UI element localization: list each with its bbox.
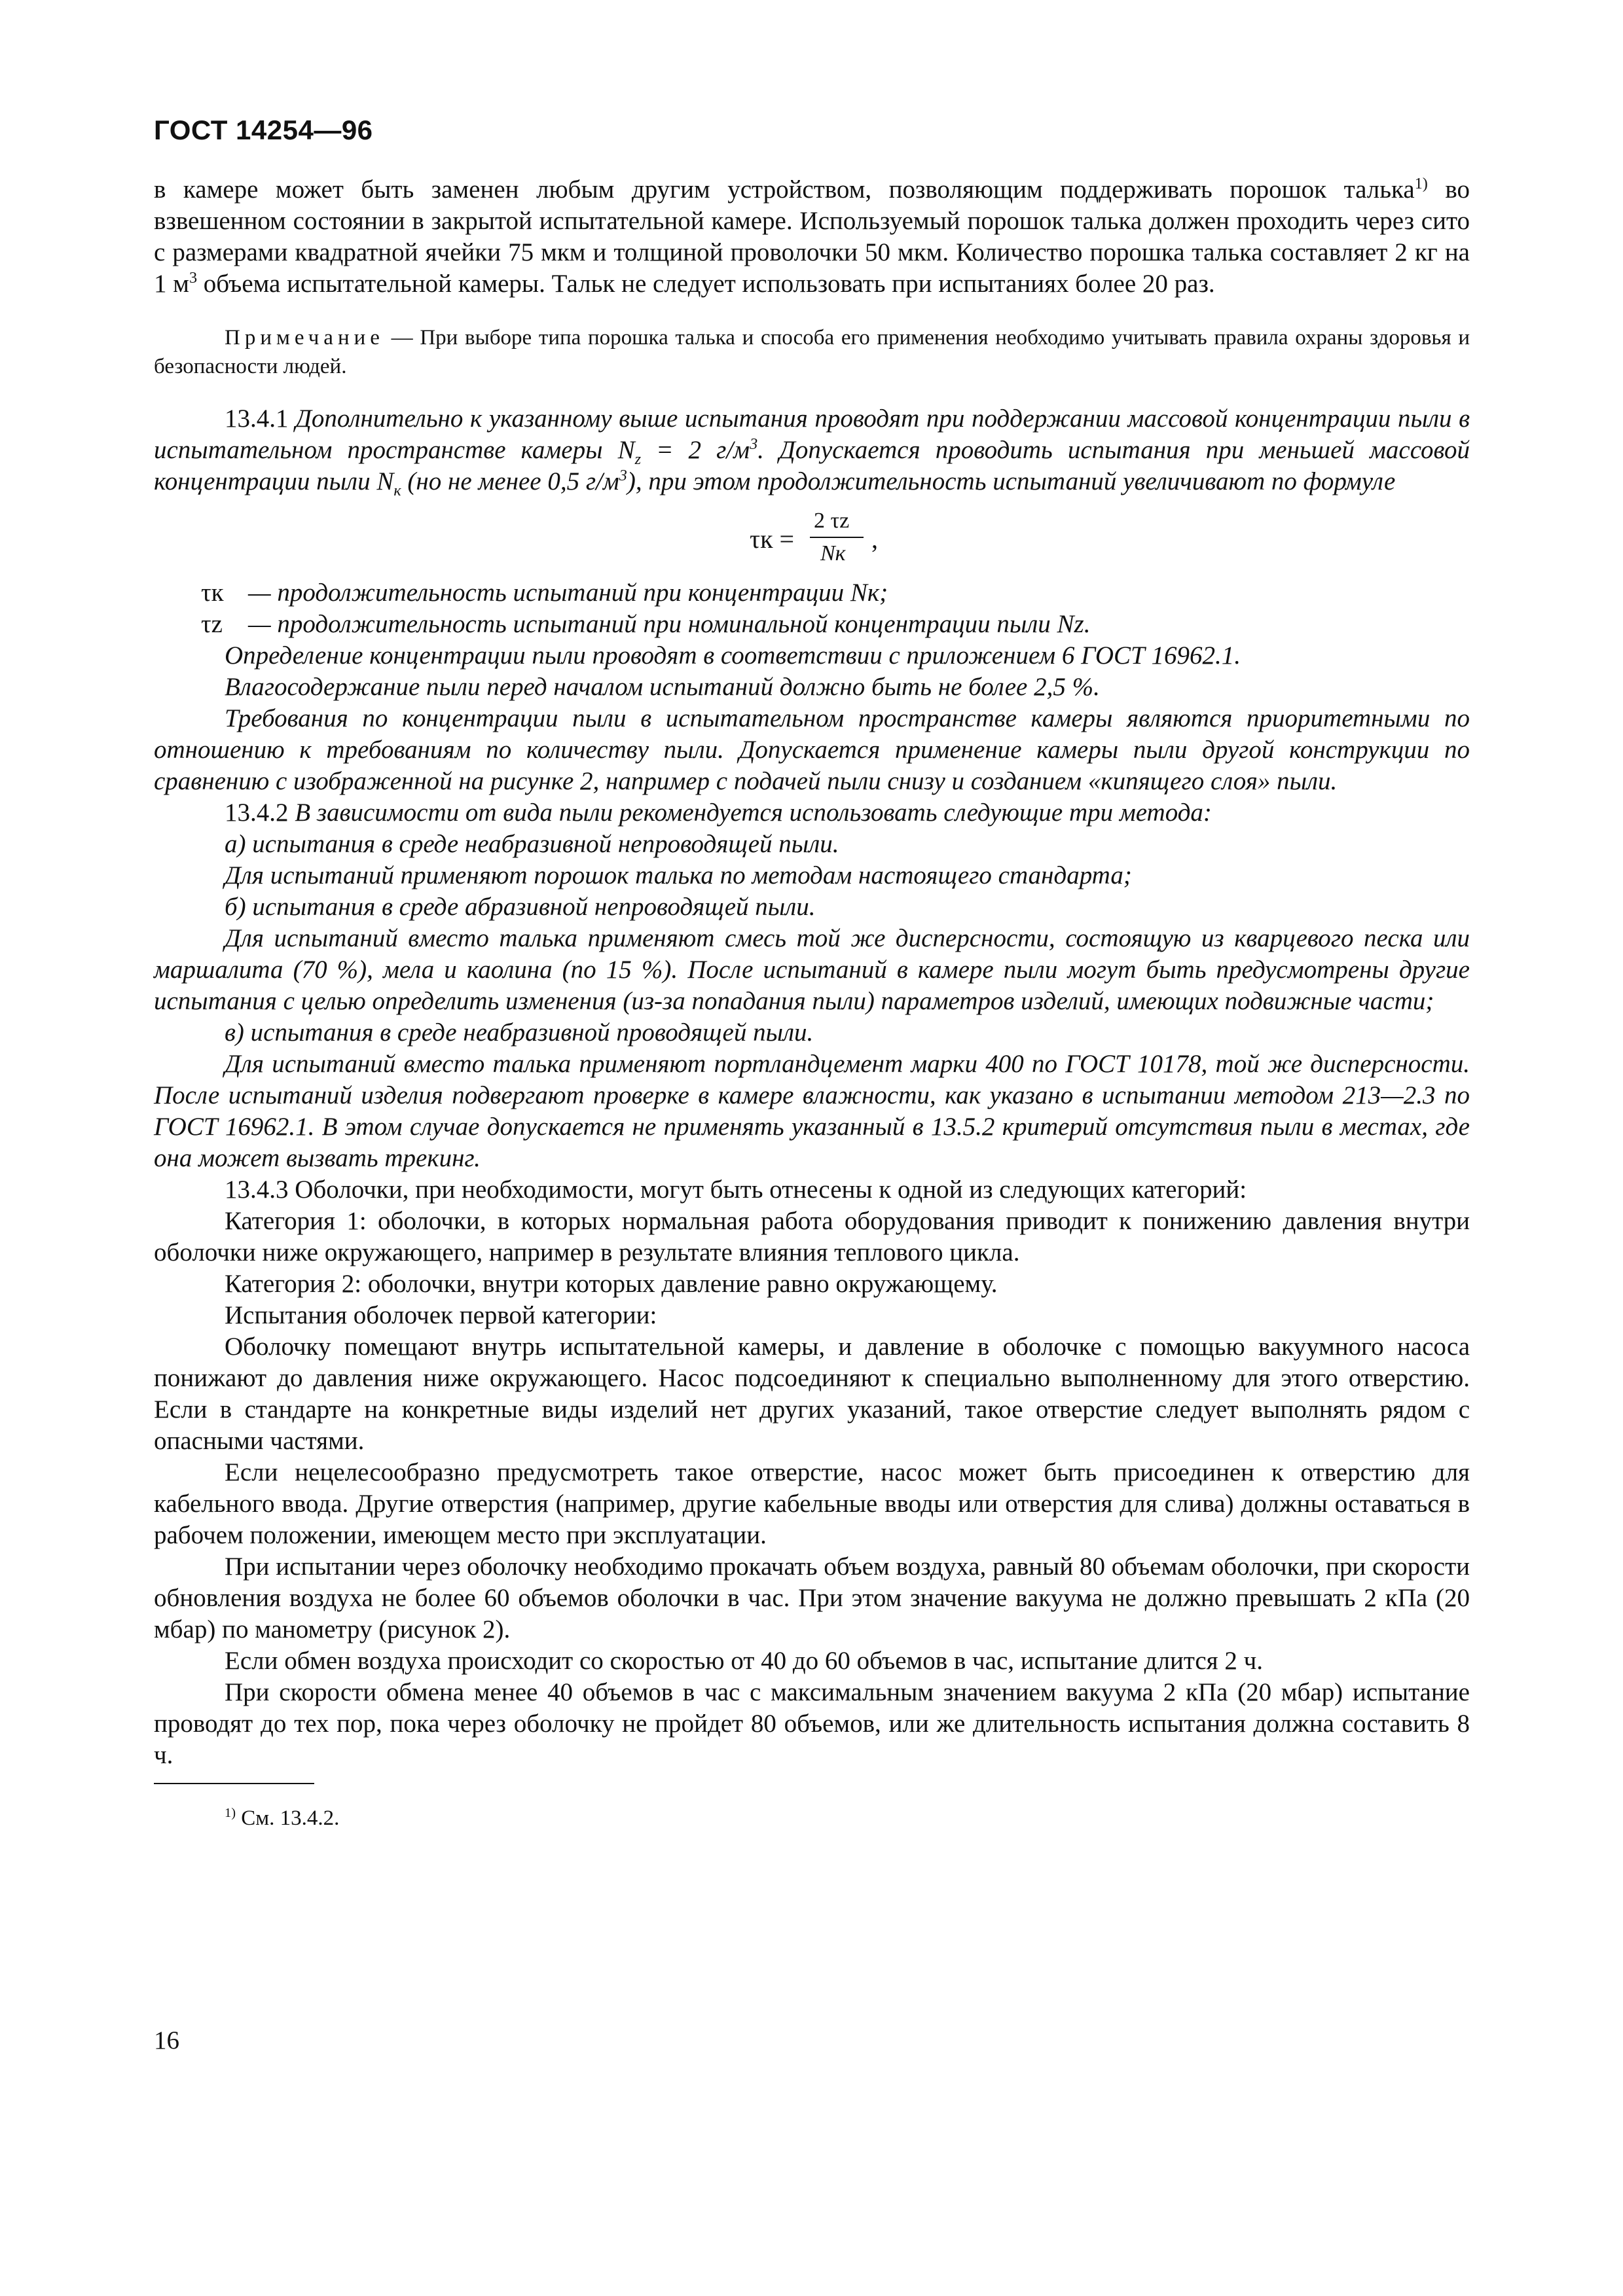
definition-symbol: τz	[201, 610, 223, 638]
footnote-ref: 1)	[1414, 175, 1428, 192]
subscript-k: к	[393, 481, 401, 499]
definition-tau-k	[154, 577, 1470, 609]
intro-text-1: в камере может быть заменен любым другим устройством, позволяющим поддерживать порошок талька	[154, 175, 1415, 204]
formula-comma: ,	[871, 524, 878, 554]
page-number: 16	[154, 2026, 179, 2054]
definition-text: — продолжительность испытаний при номинальной концентрации пыли Nz.	[248, 610, 1091, 638]
subscript-z: z	[634, 450, 642, 468]
paragraph-moisture: Влагосодержание пыли перед началом испытаний должно быть не более 2,5 %.	[225, 673, 1100, 701]
footnote	[154, 1804, 1470, 1833]
footnote-mark: 1)	[225, 1806, 236, 1820]
formula	[154, 504, 1470, 575]
footnote-divider	[154, 1783, 314, 1784]
section-number: 13.4.1	[225, 404, 289, 433]
formula-fraction	[750, 504, 946, 575]
note-label: Примечание	[225, 326, 384, 350]
s1341-text-a: Дополнительно к указанному выше испытания проводят при поддержании массовой концентрации пыли в испытательном пространстве камеры N	[154, 404, 1470, 464]
section-number: 13.4.2	[225, 798, 289, 827]
document-page	[154, 115, 1470, 1833]
method-c-text: Для испытаний вместо талька применяют портландцемент марки 400 по ГОСТ 10178, той же дисперсности. После испытаний изделия подвергают проверке в камере влажности, как указано в испытании методом 213—2.3 по ГОСТ 16962.1. В этом случае допускается не применять указанный в 13.5.2 критерий отсутствия пыли в местах, где она может вызвать трекинг.	[154, 1050, 1470, 1172]
formula-lhs: τк =	[750, 524, 795, 554]
footnote-text: См. 13.4.2.	[236, 1806, 340, 1830]
note-paragraph	[154, 323, 1470, 381]
method-a: а) испытания в среде неабразивной непроводящей пыли.	[225, 830, 839, 858]
definition-symbol: τк	[201, 579, 224, 607]
formula-denominator: Nк	[820, 541, 846, 565]
category-1: Категория 1: оболочки, в которых нормальная работа оборудования приводит к понижению давления внутри оболочки ниже окружающего, например в результате влияния теплового цикла.	[154, 1207, 1470, 1266]
s1341-text-e: ), при этом продолжительность испытаний увеличивают по формуле	[627, 467, 1396, 495]
superscript-3: 3	[619, 467, 627, 484]
paragraph-duration: При скорости обмена менее 40 объемов в час с максимальным значением вакуума 2 кПа (20 мбар) испытание проводят до тех пор, пока через оболочку не пройдет 80 объемов, или же длительность испытания должна составить 8 ч.	[154, 1678, 1470, 1769]
paragraph-concentration-definition: Определение концентрации пыли проводят в соответствии с приложением 6 ГОСТ 16962.1.	[225, 641, 1241, 670]
section-13-4-3: 13.4.3 Оболочки, при необходимости, могут быть отнесены к одной из следующих категорий:	[225, 1175, 1247, 1204]
category-2: Категория 2: оболочки, внутри которых давление равно окружающему.	[225, 1270, 998, 1298]
s1341-text-b: = 2 г/м	[641, 436, 750, 464]
method-c: в) испытания в среде неабразивной проводящей пыли.	[225, 1018, 814, 1047]
intro-text-2: во взвешенном состоянии в закрытой испытательной камере. Используемый порошок талька должен проходить через сито с размерами квадратной ячейки 75 мкм и толщиной проволочки 50 мкм. Количество порошка талька составляет 2 кг на 1 м	[154, 175, 1470, 298]
section-13-4-2	[154, 797, 1470, 829]
paragraph-exchange-rate: Если обмен воздуха происходит со скоростью от 40 до 60 объемов в час, испытание длится 2 ч.	[225, 1647, 1263, 1675]
method-a-text: Для испытаний применяют порошок талька по методам настоящего стандарта;	[225, 861, 1132, 889]
paragraph-cable-entry: Если нецелесообразно предусмотреть такое отверстие, насос может быть присоединен к отверстию для кабельного ввода. Другие отверстия (например, другие кабельные вводы или отверстия для слива) должны оставаться в рабочем положении, имеющем место при эксплуатации.	[154, 1458, 1470, 1549]
formula-numerator: 2 τz	[814, 509, 850, 533]
s1341-text-c: . Допускается проводить испытания при меньшей массовой концентрации пыли N	[154, 436, 1470, 495]
section-13-4-1	[154, 403, 1470, 497]
superscript-3: 3	[750, 435, 758, 453]
paragraph-vacuum-pump: Оболочку помещают внутрь испытательной камеры, и давление в оболочке с помощью вакуумного насоса понижают до давления ниже окружающего. Насос подсоединяют к специально выполненному для этого отверстию. Если в стандарте на конкретные виды изделий нет других указаний, такое отверстие следует выполнять рядом с опасными частями.	[154, 1333, 1470, 1455]
method-b-text: Для испытаний вместо талька применяют смесь той же дисперсности, состоящую из кварцевого песка или маршалита (70 %), мела и каолина (по 15 %). После испытаний в камере пыли могут быть предусмотрены другие испытания с целью определить изменения (из-за попадания пыли) параметров изделий, имеющих подвижные части;	[154, 924, 1470, 1015]
note-text: — При выборе типа порошка талька и способа его применения необходимо учитывать правила охраны здоровья и безопасности людей.	[154, 326, 1470, 378]
paragraph-air-volume: При испытании через оболочку необходимо прокачать объем воздуха, равный 80 объемам оболочки, при скорости обновления воздуха не более 60 объемов оболочки в час. При этом значение вакуума не должно превышать 2 кПа (20 мбар) по манометру (рисунок 2).	[154, 1552, 1470, 1643]
standard-code-header: ГОСТ 14254—96	[154, 115, 373, 145]
intro-paragraph	[154, 174, 1470, 300]
definition-tau-z	[154, 609, 1470, 640]
first-category-heading: Испытания оболочек первой категории:	[225, 1301, 657, 1329]
method-b: б) испытания в среде абразивной непроводящей пыли.	[225, 893, 816, 921]
paragraph-requirements: Требования по концентрации пыли в испытательном пространстве камеры являются приоритетными по отношению к требованиям по количеству пыли. Допускается применение камеры пыли другой конструкции по сравнению с изображенной на рисунке 2, например с подачей пыли снизу и созданием «кипящего слоя» пыли.	[154, 704, 1470, 795]
s1342-text: В зависимости от вида пыли рекомендуется использовать следующие три метода:	[288, 798, 1212, 827]
intro-text-3: объема испытательной камеры. Тальк не следует использовать при испытаниях более 20 раз.	[197, 270, 1215, 298]
definition-text: — продолжительность испытаний при концентрации Nк;	[248, 579, 888, 607]
superscript-3: 3	[189, 269, 198, 287]
s1341-text-d: (но не менее 0,5 г/м	[401, 467, 619, 495]
